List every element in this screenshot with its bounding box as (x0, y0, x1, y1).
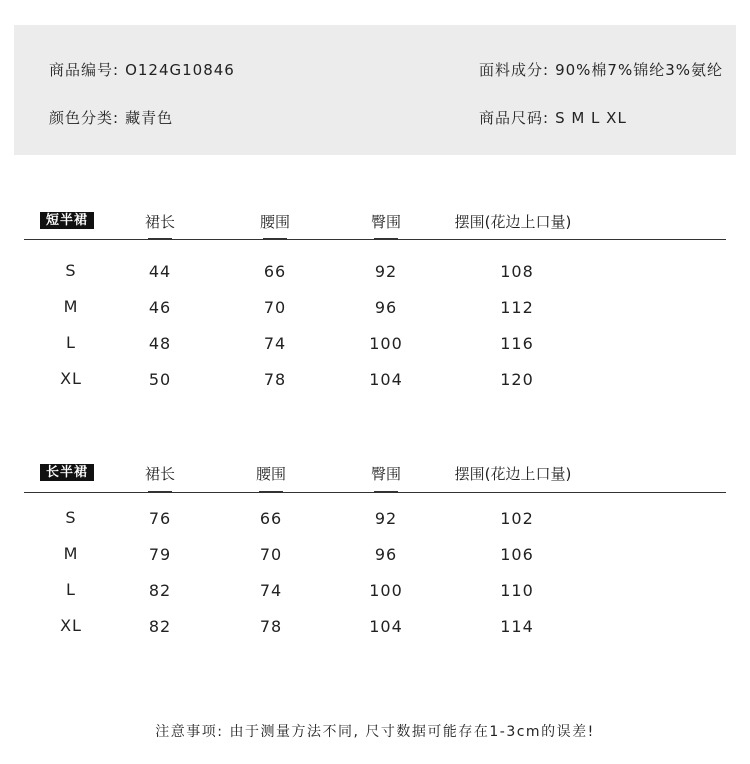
table-tag: 短半裙 (40, 212, 94, 229)
table-cell: 78 (259, 617, 283, 636)
size-cell: M (63, 297, 79, 316)
header-rule (24, 492, 726, 493)
product-code-value: O124G10846 (125, 61, 235, 79)
table-cell: 70 (263, 298, 287, 317)
material (479, 59, 723, 80)
size-options (479, 107, 627, 128)
table-cell: 100 (369, 334, 403, 353)
table-cell: 110 (500, 581, 534, 600)
size-cell: XL (60, 616, 82, 635)
table-cell: 48 (148, 334, 172, 353)
color-value: 藏青色 (125, 109, 174, 127)
table-cell: 96 (374, 298, 398, 317)
size-cell: XL (60, 369, 82, 388)
table-cell: 92 (374, 262, 398, 281)
table-cell: 76 (148, 509, 172, 528)
measurement-note: 注意事项: 由于测量方法不同, 尺寸数据可能存在1-3cm的误差! (155, 724, 595, 740)
table-cell: 114 (500, 617, 534, 636)
material-label: 面料成分: (479, 61, 550, 79)
col-header: 腰围 (255, 465, 287, 483)
table-cell: 66 (259, 509, 283, 528)
size-cell: L (66, 580, 76, 599)
table-cell: 46 (148, 298, 172, 317)
table-cell: 70 (259, 545, 283, 564)
table-cell: 78 (263, 370, 287, 389)
col-header: 臀围 (370, 213, 402, 231)
table-cell: 102 (500, 509, 534, 528)
material-value: 90%棉7%锦纶3%氨纶 (555, 61, 723, 79)
col-header: 裙长 (144, 213, 176, 231)
table-cell: 116 (500, 334, 534, 353)
table-tag: 长半裙 (40, 464, 94, 481)
table-cell: 120 (500, 370, 534, 389)
table-cell: 79 (148, 545, 172, 564)
size-cell: M (63, 544, 79, 563)
col-header: 裙长 (144, 465, 176, 483)
table-cell: 106 (500, 545, 534, 564)
header-rule (24, 239, 726, 240)
table-cell: 74 (263, 334, 287, 353)
size-cell: S (65, 508, 77, 527)
color-category (49, 107, 173, 128)
product-info-panel (14, 25, 736, 155)
size-label: 商品尺码: (479, 109, 550, 127)
table-cell: 100 (369, 581, 403, 600)
table-cell: 50 (148, 370, 172, 389)
table-cell: 104 (369, 370, 403, 389)
table-cell: 44 (148, 262, 172, 281)
size-cell: S (65, 261, 77, 280)
color-label: 颜色分类: (49, 109, 120, 127)
table-cell: 96 (374, 545, 398, 564)
table-cell: 82 (148, 581, 172, 600)
col-header: 摆围(花边上口量) (454, 213, 572, 231)
table-cell: 104 (369, 617, 403, 636)
table-cell: 92 (374, 509, 398, 528)
col-header: 臀围 (370, 465, 402, 483)
product-code-label: 商品编号: (49, 61, 120, 79)
col-header: 腰围 (259, 213, 291, 231)
table-cell: 74 (259, 581, 283, 600)
size-value: S M L XL (555, 109, 627, 127)
table-cell: 112 (500, 298, 534, 317)
table-cell: 82 (148, 617, 172, 636)
col-header: 摆围(花边上口量) (454, 465, 572, 483)
table-cell: 108 (500, 262, 534, 281)
size-cell: L (66, 333, 76, 352)
table-cell: 66 (263, 262, 287, 281)
product-code (49, 59, 235, 80)
